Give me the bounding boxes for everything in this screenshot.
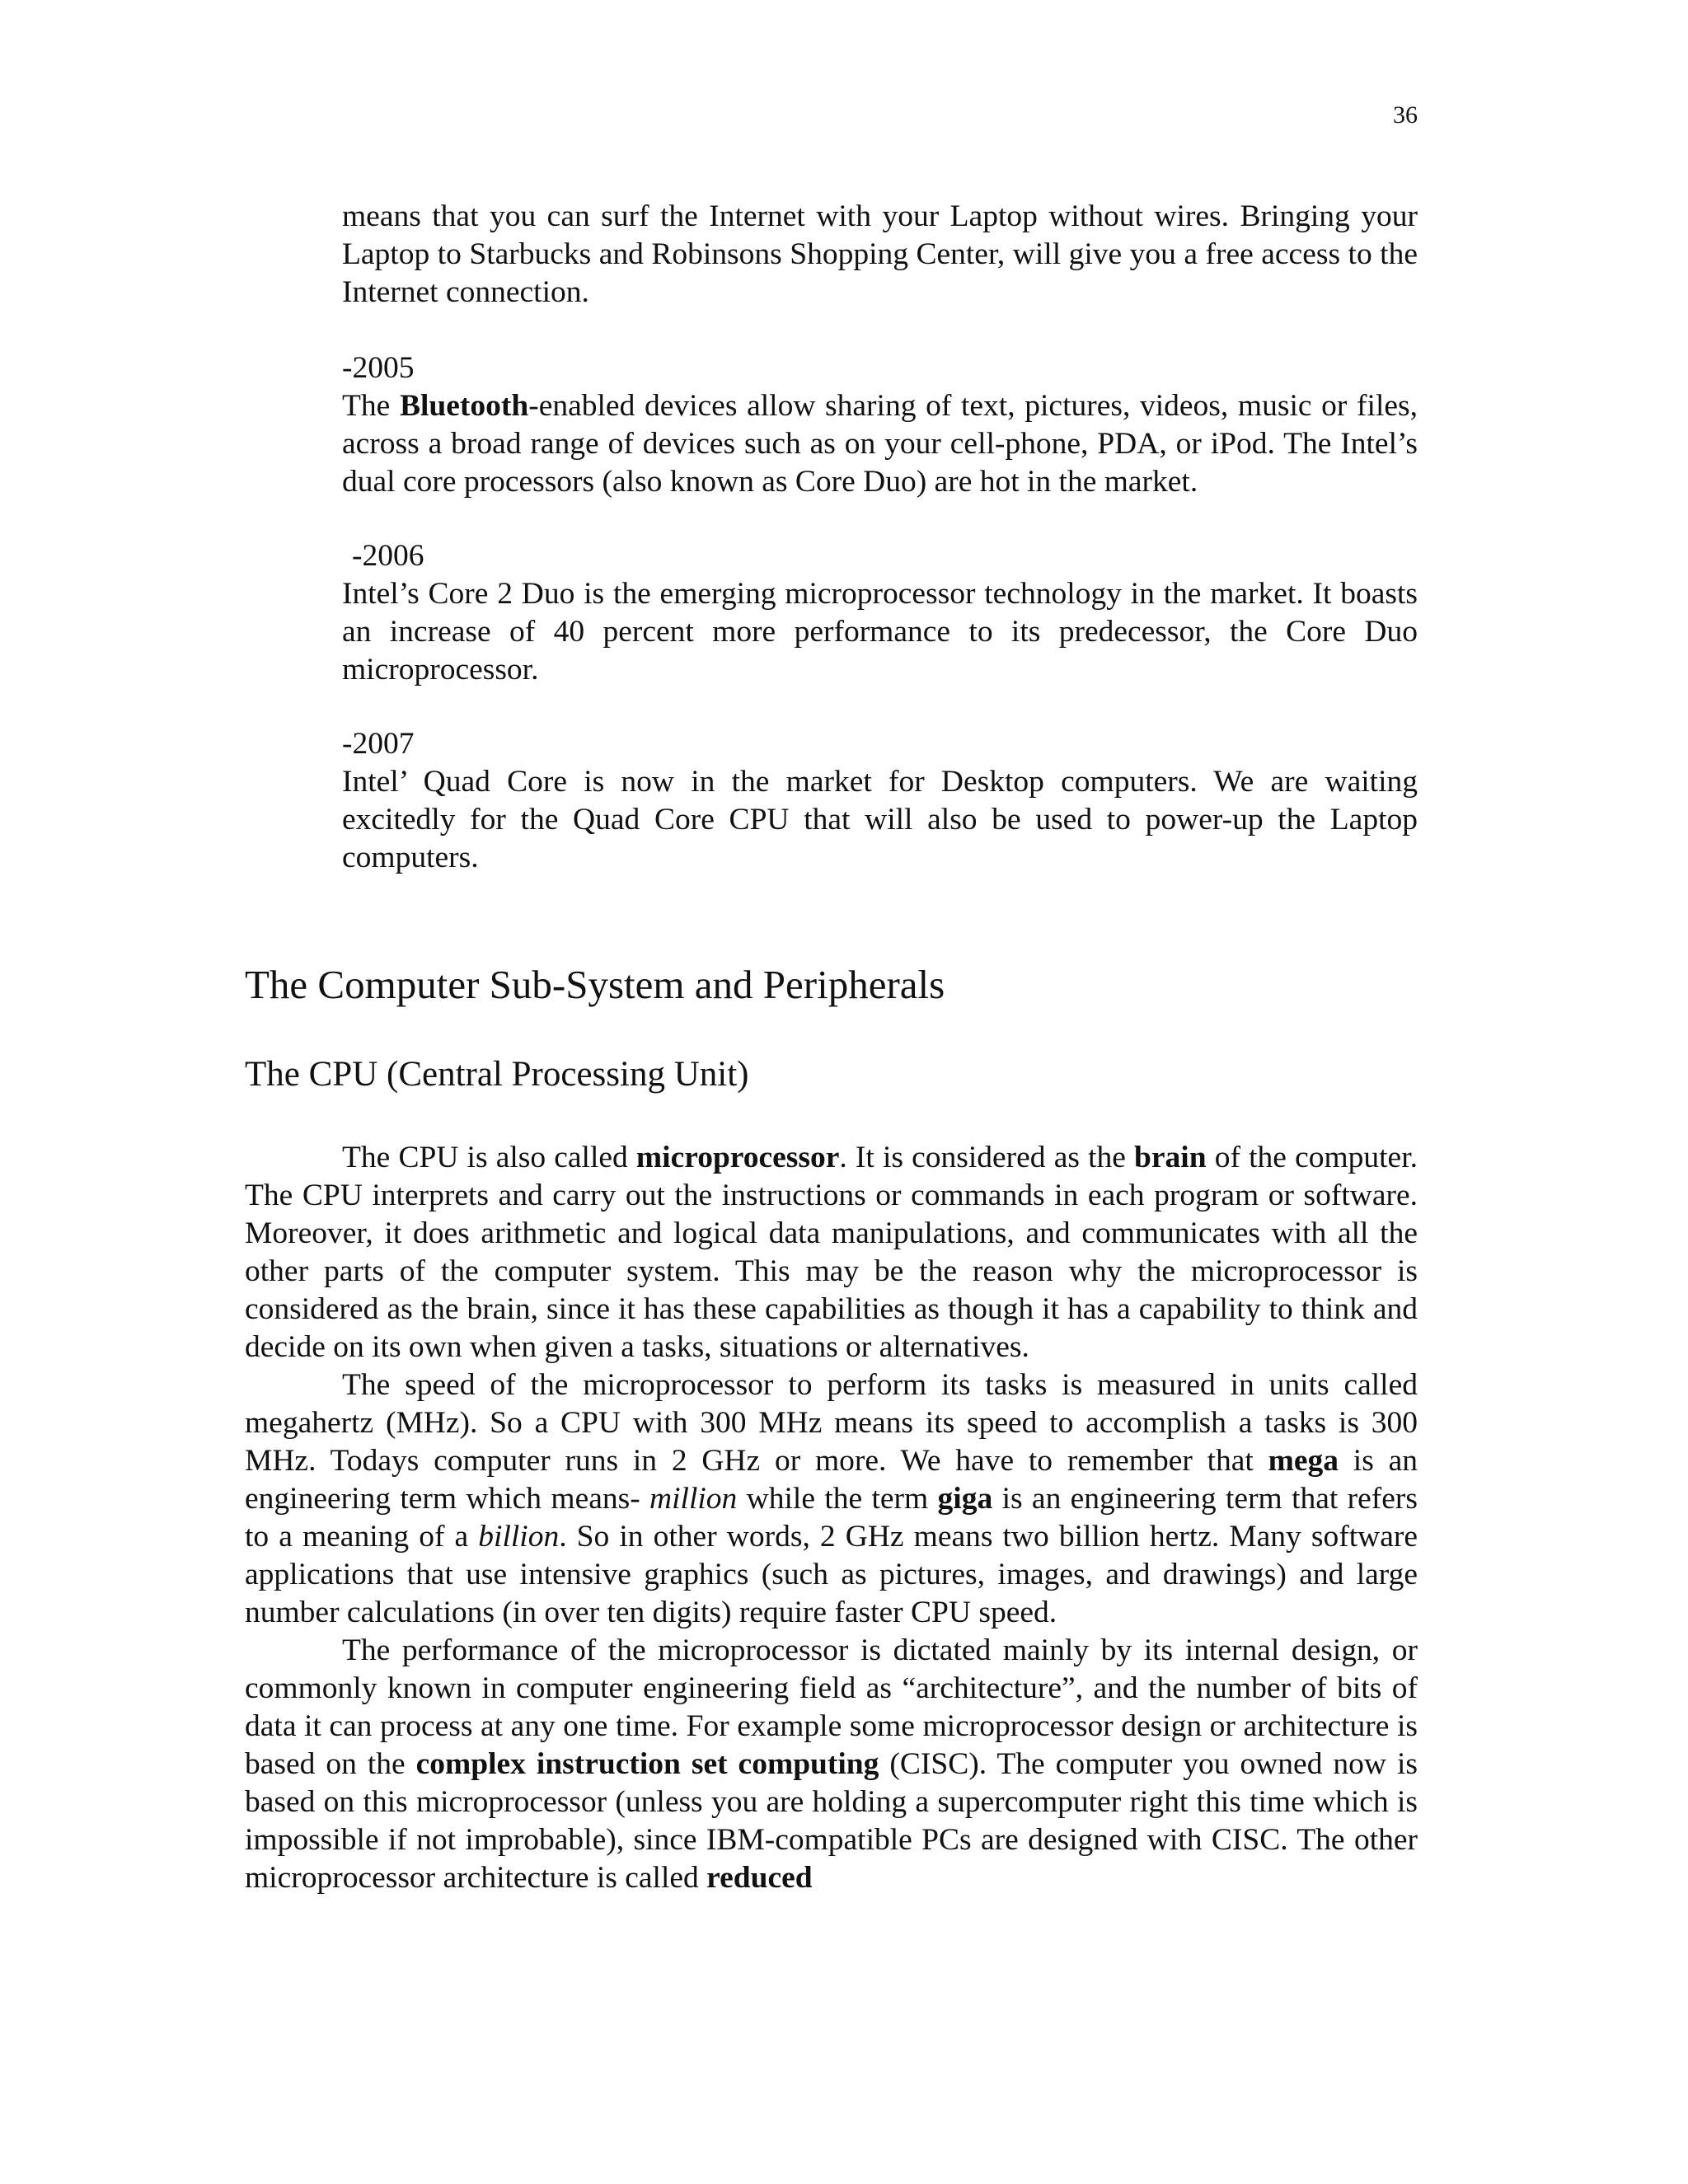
section-heading: The Computer Sub-System and Peripherals <box>245 962 945 1007</box>
year-2005-text-b: -enabled devices allow sharing of text, pictures, videos, music or files, across a broad range of devices such as on your cell-phone, PDA, or iPod. The Intel’s dual core processors (also known as Core Duo) are hot in the market. <box>342 389 1418 499</box>
cpu-body <box>245 1139 1418 1897</box>
para1-text-a: The CPU is also called <box>342 1141 636 1174</box>
year-2005-entry <box>342 349 1418 501</box>
para2-text-c: is an engineering term which means- <box>245 1444 1418 1516</box>
para2-text-e: while the term <box>737 1482 938 1516</box>
page-number: 36 <box>1393 101 1418 129</box>
intro-text: means that you can surf the Internet with your Laptop without wires. Bringing your Laptop to Starbucks and Robinsons Shopping Center, will give you a free access to the Internet connection. <box>342 199 1418 309</box>
subsection-heading: The CPU (Central Processing Unit) <box>245 1055 749 1094</box>
cpu-paragraph-1 <box>245 1139 1418 1366</box>
para3-text-c: (CISC). The computer you owned now is based on this microprocessor (unless you are holding a supercomputer right this time which is impossible if not improbable), since IBM-compatible PCs are designed with CISC. The other microprocessor architecture is called <box>245 1747 1418 1895</box>
para2-text-g: is an engineering term that refers to a meaning of a <box>245 1482 1418 1554</box>
intro-paragraph <box>342 198 1418 312</box>
reduced-term: reduced <box>706 1861 813 1895</box>
para1-text-e: of the computer. The CPU interprets and carry out the instructions or commands in each program or software. Moreover, it does arithmetic and logical data manipulations, and communicates with all the other parts of the computer system. This may be the reason why the microprocessor is considered as the brain, since it has these capabilities as though it has a capability to think and decide on its own when given a tasks, situations or alternatives. <box>245 1141 1418 1364</box>
para3-text-a: The performance of the microprocessor is dictated mainly by its internal design, or commonly known in computer engineering field as “architecture”, and the number of bits of data it can process at any one time. For example some microprocessor design or architecture is based on the <box>245 1633 1418 1781</box>
giga-term: giga <box>937 1482 993 1516</box>
mega-term: mega <box>1268 1444 1339 1478</box>
year-2006-text: Intel’s Core 2 Duo is the emerging microprocessor technology in the market. It boasts an increase of 40 percent more performance to its predecessor, the Core Duo microprocessor. <box>342 577 1418 687</box>
cisc-term: complex instruction set computing <box>415 1747 879 1781</box>
bluetooth-term: Bluetooth <box>399 389 529 423</box>
year-2005-text-a: The <box>342 389 400 423</box>
year-2007-text: Intel’ Quad Core is now in the market for Desktop computers. We are waiting excitedly for the Quad Core CPU that will also be used to power-up the Laptop computers. <box>342 765 1418 874</box>
year-2007-entry <box>342 725 1418 877</box>
cpu-paragraph-2 <box>245 1366 1418 1632</box>
para1-text-c: . It is considered as the <box>839 1141 1135 1174</box>
billion-term: billion <box>478 1520 560 1554</box>
year-2006-entry <box>342 537 1418 689</box>
million-term: million <box>649 1482 738 1516</box>
year-2006-label: -2006 <box>352 539 424 573</box>
microprocessor-term: microprocessor <box>635 1141 840 1174</box>
brain-term: brain <box>1134 1141 1207 1174</box>
para2-text-i: . So in other words, 2 GHz means two billion hertz. Many software applications that use intensive graphics (such as pictures, images, and drawings) and large number calculations (in over ten digits) require faster CPU speed. <box>245 1520 1418 1629</box>
year-2007-label: -2007 <box>342 727 415 761</box>
cpu-paragraph-3 <box>245 1632 1418 1897</box>
year-2005-label: -2005 <box>342 351 415 385</box>
para2-text-a: The speed of the microprocessor to perform its tasks is measured in units called megahertz (MHz). So a CPU with 300 MHz means its speed to accomplish a tasks is 300 MHz. Todays computer runs in 2 GHz or more. We have to remember that <box>245 1368 1418 1478</box>
